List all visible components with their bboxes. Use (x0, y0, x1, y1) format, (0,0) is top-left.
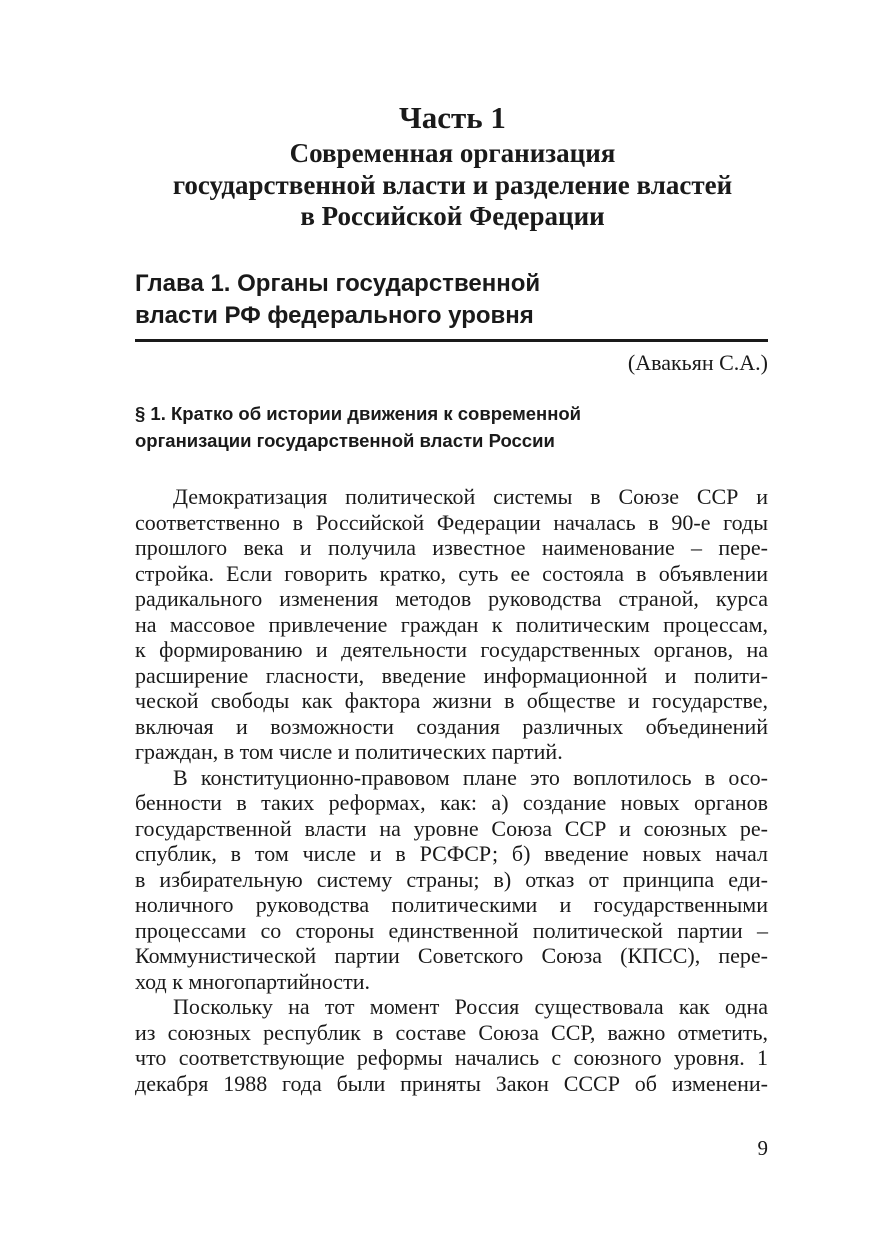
chapter-title-line: Глава 1. Органы государственной (135, 270, 541, 297)
body-line: включая и возможности создания различных объединений (135, 713, 768, 739)
body-line: соответственно в Российской Федерации началась в 90-е годы (135, 509, 768, 535)
body-line: Демократизация политической системы в Союзе ССР и (173, 484, 768, 509)
page-number: 9 (757, 1136, 768, 1160)
part-subtitle (0, 138, 886, 233)
body-line: спублик, в том числе и в РСФСР; б) введение новых начал (135, 841, 768, 866)
part-subtitle-line: в Российской Федерации (300, 201, 605, 231)
body-line: декабря 1988 года были приняты Закон СССР об изменени- (135, 1070, 768, 1096)
body-line: расширение гласности, введение информационной и полити- (135, 662, 768, 688)
body-text (135, 484, 768, 1096)
body-line: государственной власти на уровне Союза ССР и союзных ре- (135, 815, 768, 841)
body-line: прошлого века и получила известное наименование – пере- (135, 535, 768, 560)
part-subtitle-line: государственной власти и разделение властей (172, 169, 733, 200)
body-line: В конституционно-правовом плане это воплотилось в осо- (173, 764, 768, 790)
body-line: граждан, в том числе и политических партий. (135, 739, 563, 764)
body-line: Поскольку на тот момент Россия существовала как одна (173, 994, 768, 1019)
part-title: Часть 1 (399, 100, 506, 135)
section-title-line: организации государственной власти России (135, 430, 555, 451)
body-line: Коммунистической партии Советского Союза (КПСС), пере- (135, 943, 768, 968)
chapter-title (135, 268, 540, 332)
body-line: процессами со стороны единственной политической партии – (135, 917, 768, 943)
body-line: радикального изменения методов руководства страной, курса (135, 586, 768, 611)
section-title-line: § 1. Кратко об истории движения к современной (135, 403, 582, 424)
body-line: к формированию и деятельности государственных органов, на (135, 637, 768, 662)
body-line: на массовое привлечение граждан к политическим процессам, (135, 611, 768, 637)
body-line: ноличного руководства политическими и государственными (135, 892, 768, 917)
body-line: что соответствующие реформы начались с союзного уровня. 1 (135, 1045, 768, 1070)
section-title (135, 400, 581, 454)
body-line: ход к многопартийности. (135, 968, 370, 994)
body-line: стройка. Если говорить кратко, суть ее состояла в объявлении (135, 560, 768, 586)
body-line: бенности в таких реформах, как: а) создание новых органов (135, 790, 768, 815)
body-line: из союзных республик в составе Союза ССР, важно отметить, (135, 1019, 768, 1045)
chapter-divider (135, 339, 768, 342)
chapter-title-line: власти РФ федерального уровня (135, 302, 534, 329)
chapter-author: (Авакьян С.А.) (627, 350, 768, 375)
body-line: ческой свободы как фактора жизни в обществе и государстве, (135, 688, 768, 713)
part-subtitle-line: Современная организация (289, 138, 616, 168)
body-line: в избирательную систему страны; в) отказ от принципа еди- (135, 866, 768, 892)
